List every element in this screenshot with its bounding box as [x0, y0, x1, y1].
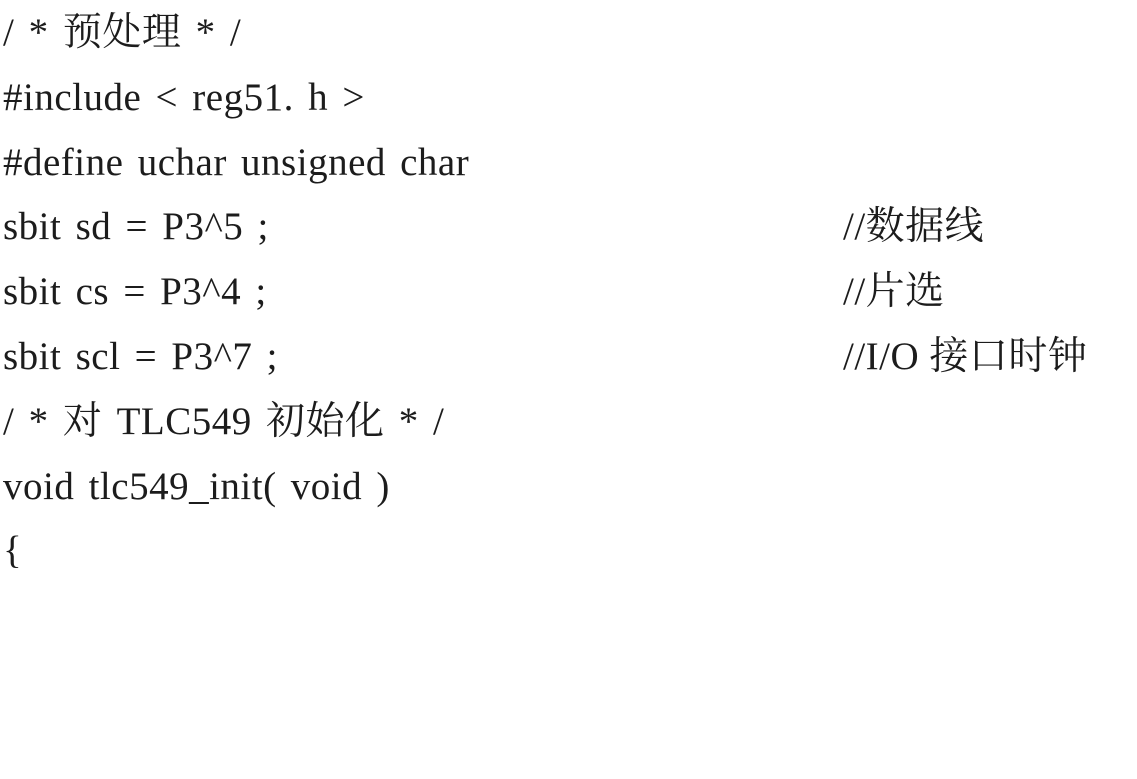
comment-text: //片选: [843, 270, 945, 314]
code-line: [0, 390, 1137, 455]
code-text: sbit cs = P3^4 ;: [3, 270, 267, 314]
code-line: [0, 519, 1137, 584]
code-line: [0, 260, 1137, 325]
code-line: [0, 195, 1137, 260]
code-text: #include < reg51. h >: [3, 75, 365, 119]
comment-text: //I/O 接口时钟: [843, 334, 1088, 378]
code-text: / * 预处理 * /: [3, 11, 242, 54]
code-text: sbit scl = P3^7 ;: [3, 334, 278, 378]
code-text: #define uchar unsigned char: [3, 140, 470, 184]
code-text: sbit sd = P3^5 ;: [3, 205, 269, 249]
comment-text: //数据线: [843, 205, 985, 249]
code-text: {: [3, 529, 23, 573]
code-line: [0, 325, 1137, 390]
code-line: [0, 1, 1137, 66]
code-text: void tlc549_init( void ): [3, 464, 390, 508]
code-line: [0, 455, 1137, 520]
code-text: / * 对 TLC549 初始化 * /: [3, 399, 445, 443]
code-line: [0, 66, 1137, 131]
code-line: [0, 131, 1137, 196]
